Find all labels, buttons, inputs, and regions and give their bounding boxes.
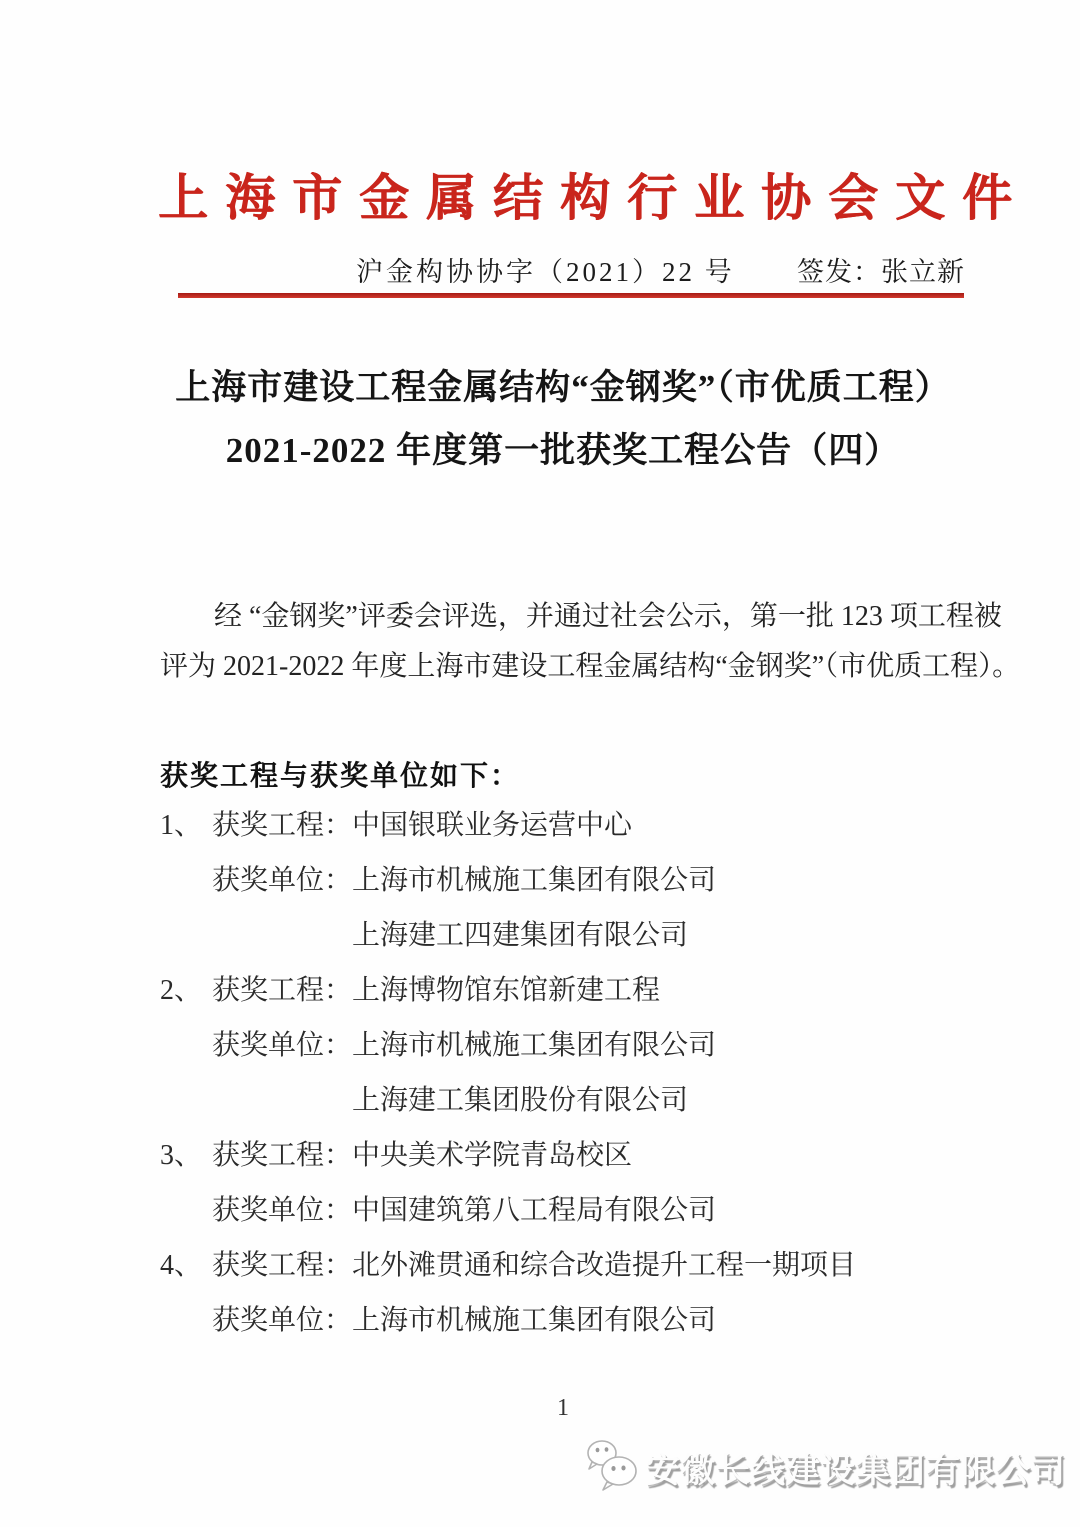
award-item: [160, 963, 972, 1128]
project-name: 中国银联业务运营中心: [352, 810, 633, 841]
award-unit-row: [160, 1293, 972, 1348]
wechat-bubbles-icon: [582, 1438, 640, 1497]
letterhead-org-title: 上海市金属结构行业协会文件: [158, 170, 1029, 226]
document-title-line1: 上海市建设工程金属结构“金钢奖”（市优质工程）: [175, 368, 951, 407]
unit-label: 获奖单位：: [212, 1305, 353, 1336]
unit-name: 上海市机械施工集团有限公司: [352, 865, 717, 896]
project-label: 获奖工程：: [212, 1250, 353, 1281]
project-name: 上海博物馆东馆新建工程: [352, 975, 661, 1006]
award-unit-row: [160, 853, 972, 908]
award-list: [160, 798, 972, 1348]
award-project-row: [160, 963, 972, 1018]
red-divider-rule: [178, 293, 964, 298]
award-unit-row: [160, 1183, 972, 1238]
unit-name: 上海市机械施工集团有限公司: [352, 1030, 717, 1061]
unit-label: 获奖单位：: [212, 1030, 353, 1061]
issuer-signoff: 签发：张立新: [797, 257, 965, 287]
unit-label: 获奖单位：: [212, 865, 353, 896]
unit-name: 上海建工四建集团有限公司: [352, 920, 689, 951]
document-title-line2: 2021-2022 年度第一批获奖工程公告（四）: [225, 431, 901, 470]
award-unit-row: [160, 908, 972, 963]
award-unit-row: [160, 1073, 972, 1128]
award-number: 4、: [160, 1250, 203, 1281]
award-list-heading: 获奖工程与获奖单位如下：: [160, 760, 521, 791]
project-name: 北外滩贯通和综合改造提升工程一期项目: [352, 1250, 857, 1281]
body-paragraph-line2: 评为 2021-2022 年度上海市建设工程金属结构“金钢奖”（市优质工程）。: [160, 651, 1021, 682]
unit-label: 获奖单位：: [212, 1195, 353, 1226]
award-project-row: [160, 798, 972, 853]
award-number: 1、: [160, 810, 203, 841]
project-label: 获奖工程：: [212, 810, 353, 841]
footer-watermark: [582, 1438, 1066, 1497]
award-item: [160, 798, 972, 963]
watermark-company-name: 安徽长线建设集团有限公司: [646, 1452, 1066, 1490]
award-project-row: [160, 1128, 972, 1183]
project-name: 中央美术学院青岛校区: [352, 1140, 633, 1171]
unit-name: 中国建筑第八工程局有限公司: [352, 1195, 717, 1226]
award-item: [160, 1128, 972, 1238]
doc-number: 沪金构协协字（2021）22 号: [356, 257, 735, 287]
doc-meta-row: [160, 250, 965, 289]
award-number: 2、: [160, 975, 203, 1006]
document-title: [160, 356, 966, 482]
page-number: 1: [557, 1395, 569, 1421]
unit-name: 上海市机械施工集团有限公司: [352, 1305, 717, 1336]
project-label: 获奖工程：: [212, 1140, 353, 1171]
unit-name: 上海建工集团股份有限公司: [352, 1085, 689, 1116]
award-project-row: [160, 1238, 972, 1293]
award-item: [160, 1238, 972, 1348]
award-number: 3、: [160, 1140, 203, 1171]
project-label: 获奖工程：: [212, 975, 353, 1006]
body-paragraph-line1: 经 “金钢奖”评委会评选，并通过社会公示，第一批 123 项工程被: [214, 601, 1002, 632]
award-unit-row: [160, 1018, 972, 1073]
body-paragraph: [160, 592, 1021, 692]
